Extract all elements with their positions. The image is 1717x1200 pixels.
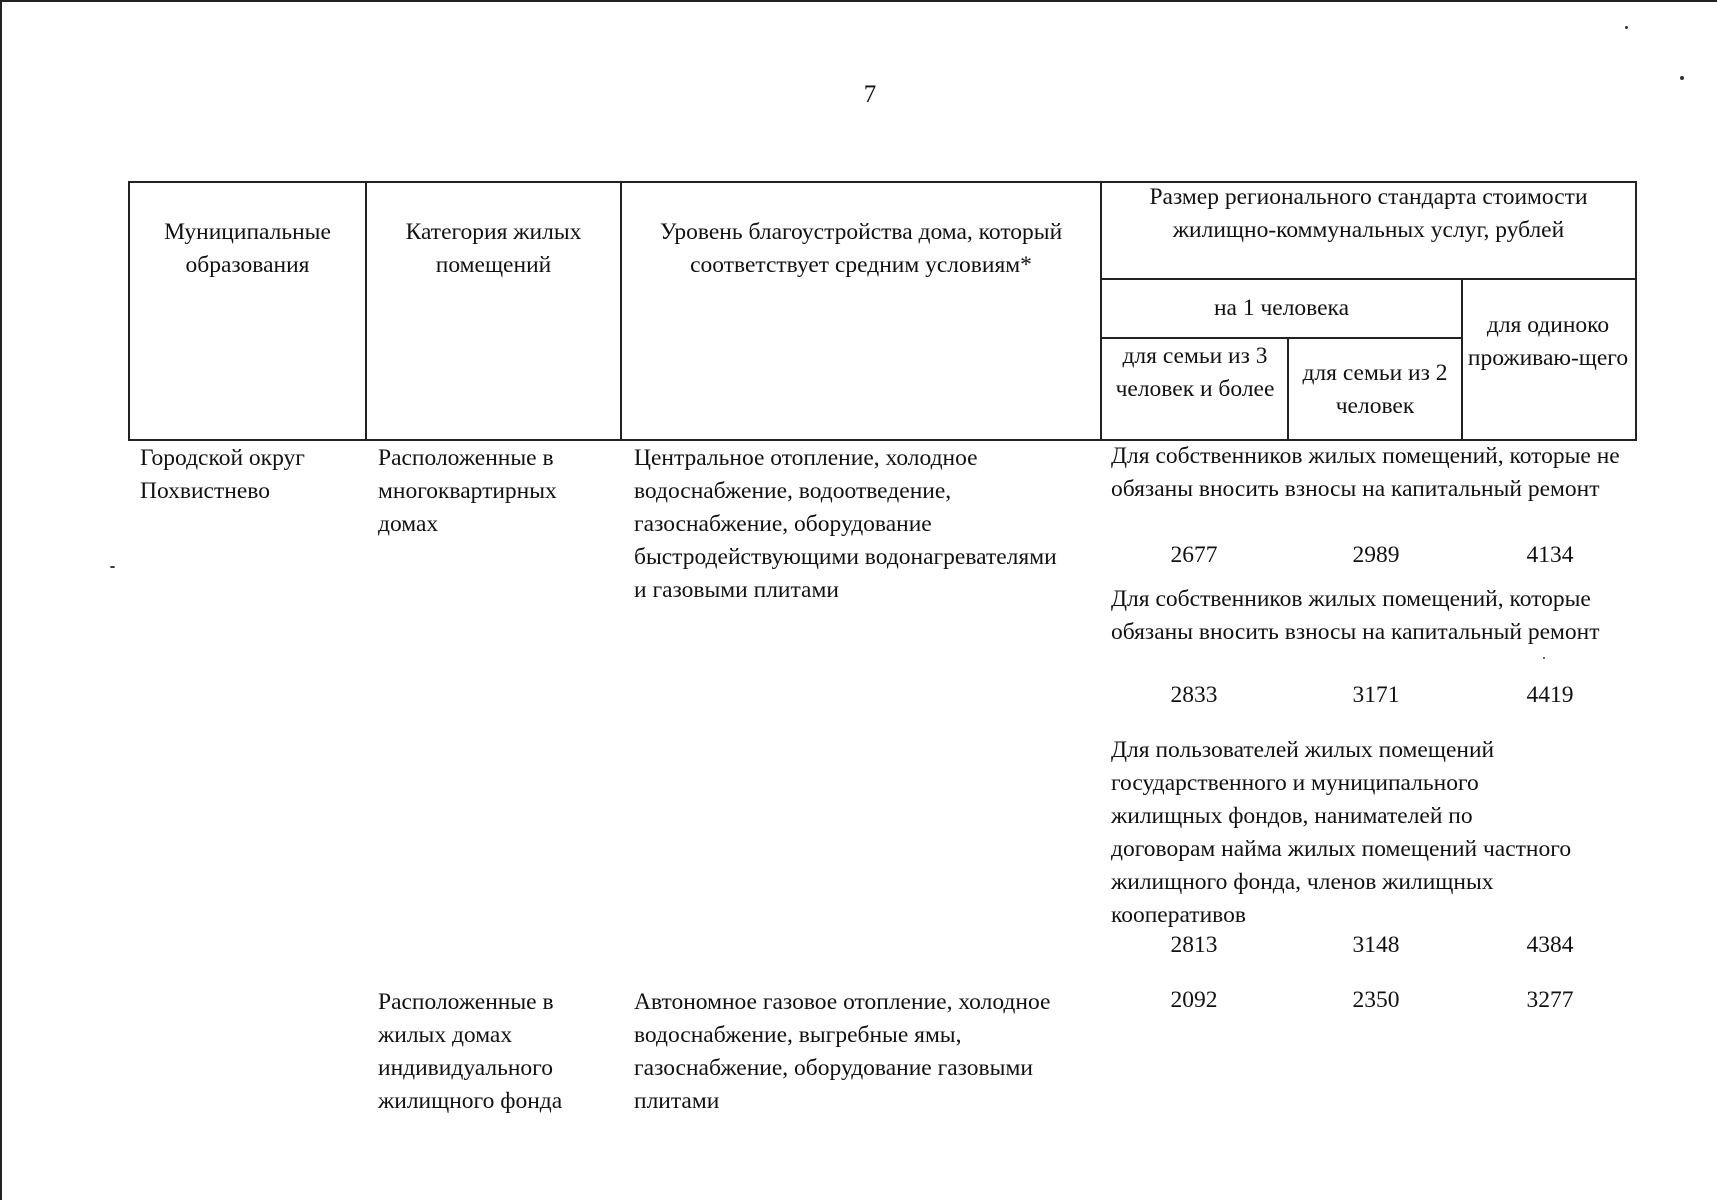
group-owners-capital-repair: Для собственников жилых помещений, которые обязаны вносить взносы на капитальный ремонт — [1111, 586, 1600, 645]
scan-speck — [1680, 76, 1684, 80]
scan-speck — [1543, 657, 1545, 659]
value-family-3plus: 2092 — [1170, 987, 1218, 1013]
header-category: Категория жилых помещений — [405, 219, 582, 278]
category-individual-houses: Расположенные в жилых домах индивидуального жилищного фонда — [378, 989, 563, 1114]
header-per-person: на 1 человека — [1213, 295, 1350, 321]
page-number: 7 — [863, 81, 877, 108]
group-tenants-and-cooperatives: Для пользователей жилых помещений государственного и муниципального жилищных фондов, нанимателей по договорам найма жилых помещений частного жилищного фонда, членов жилищных кооперативов — [1111, 737, 1572, 928]
value-family-3plus: 2833 — [1170, 682, 1218, 708]
header-municipality: Муниципальные образования — [164, 219, 331, 278]
page-edge-top — [0, 0, 1717, 2]
value-family-3plus: 2813 — [1170, 932, 1218, 958]
municipality-name: Городской округ Похвистнево — [140, 445, 305, 504]
value-family-2: 2350 — [1352, 987, 1400, 1013]
page-edge-left — [0, 0, 2, 1200]
improvement-level-individual-houses: Автономное газовое отопление, холодное водоснабжение, выгребные ямы, газоснабжение, оборудование газовыми плитами — [634, 989, 1051, 1114]
header-standard: Размер регионального стандарта стоимости жилищно-коммунальных услуг, рублей — [1149, 184, 1588, 243]
value-family-2: 3148 — [1352, 932, 1400, 958]
value-single: 4419 — [1526, 682, 1574, 708]
scan-speck — [1625, 26, 1628, 29]
value-family-3plus: 2677 — [1170, 542, 1218, 568]
value-family-2: 2989 — [1352, 542, 1400, 568]
header-single: для одиноко проживаю-щего — [1467, 312, 1629, 371]
group-owners-no-capital-repair: Для собственников жилых помещений, которые не обязаны вносить взносы на капитальный ремонт — [1111, 443, 1620, 502]
header-family-3plus: для семьи из 3 человек и более — [1115, 343, 1275, 402]
category-apartment-buildings: Расположенные в многоквартирных домах — [378, 445, 557, 537]
value-family-2: 3171 — [1352, 682, 1400, 708]
value-single: 3277 — [1526, 987, 1574, 1013]
header-family-2: для семьи из 2 человек — [1302, 360, 1448, 419]
value-single: 4134 — [1526, 542, 1574, 568]
value-single: 4384 — [1526, 932, 1574, 958]
scan-speck — [110, 566, 115, 568]
improvement-level-apartments: Центральное отопление, холодное водоснабжение, водоотведение, газоснабжение, оборудование быстродействующими водонагревателями и газовыми плитами — [634, 445, 1057, 603]
header-level: Уровень благоустройства дома, который соответствует средним условиям* — [659, 219, 1063, 278]
